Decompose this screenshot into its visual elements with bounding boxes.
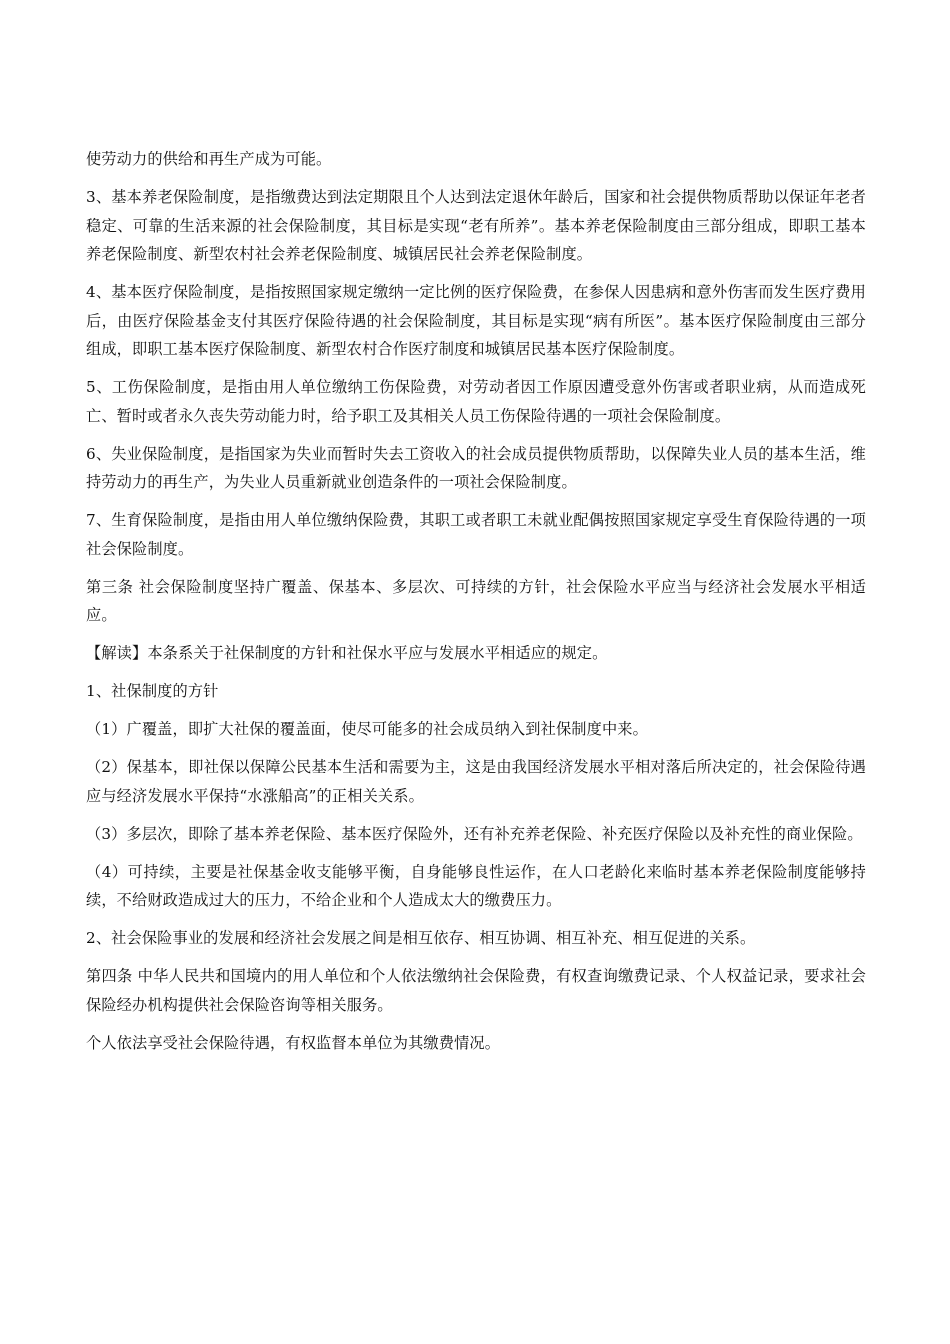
list-item-wide-coverage: （1）广覆盖，即扩大社保的覆盖面，使尽可能多的社会成员纳入到社保制度中来。: [86, 720, 648, 738]
article-three: 第三条 社会保险制度坚持广覆盖、保基本、多层次、可持续的方针，社会保险水平应当与经济社会发展水平相适应。: [86, 577, 866, 624]
paragraph-individual-rights: 个人依法享受社会保险待遇，有权监督本单位为其缴费情况。: [86, 1033, 501, 1052]
list-item-basic-guarantee: （2）保基本，即社保以保障公民基本生活和需要为主，这是由我国经济发展水平相对落后所决定的，社会保险待遇应与经济发展水平保持“水涨船高”的正相关关系。: [86, 758, 866, 805]
list-item-multi-level: （3）多层次，即除了基本养老保险、基本医疗保险外，还有补充养老保险、补充医疗保险以及补充性的商业保险。: [86, 824, 863, 843]
section-policy: 1、社保制度的方针: [86, 682, 219, 700]
paragraph: 使劳动力的供给和再生产成为可能。: [86, 150, 332, 168]
paragraph-pension-insurance: 3、基本养老保险制度，是指缴费达到法定期限且个人达到法定退休年龄后，国家和社会提供物质帮助以保证年老者稳定、可靠的生活来源的社会保险制度，其目标是实现“老有所养”。基本养老保险制度由三部分组成，即职工基本养老保险制度、新型农村社会养老保险制度、城镇居民社会养老保险制度。: [86, 188, 866, 263]
section-relationship: 2、社会保险事业的发展和经济社会发展之间是相互依存、相互协调、相互补充、相互促进的关系。: [86, 929, 756, 947]
document-page: [86, 145, 866, 1067]
paragraph-medical-insurance: 4、基本医疗保险制度，是指按照国家规定缴纳一定比例的医疗保险费，在参保人因患病和意外伤害而发生医疗费用后，由医疗保险基金支付其医疗保险待遇的社会保险制度，其目标是实现“病有所医”。基本医疗保险制度由三部分组成，即职工基本医疗保险制度、新型农村合作医疗制度和城镇居民基本医疗保险制度。: [86, 283, 866, 358]
paragraph-maternity-insurance: 7、生育保险制度，是指由用人单位缴纳保险费，其职工或者职工未就业配偶按照国家规定享受生育保险待遇的一项社会保险制度。: [86, 511, 866, 558]
article-four: 第四条 中华人民共和国境内的用人单位和个人依法缴纳社会保险费，有权查询缴费记录、个人权益记录，要求社会保险经办机构提供社会保险咨询等相关服务。: [86, 967, 866, 1014]
interpretation-heading: 【解读】本条系关于社保制度的方针和社保水平应与发展水平相适应的规定。: [86, 644, 608, 662]
paragraph-injury-insurance: 5、工伤保险制度，是指由用人单位缴纳工伤保险费，对劳动者因工作原因遭受意外伤害或者职业病，从而造成死亡、暂时或者永久丧失劳动能力时，给予职工及其相关人员工伤保险待遇的一项社会保险制度。: [86, 378, 866, 425]
list-item-sustainable: （4）可持续，主要是社保基金收支能够平衡，自身能够良性运作，在人口老龄化来临时基本养老保险制度能够持续，不给财政造成过大的压力，不给企业和个人造成太大的缴费压力。: [86, 862, 866, 909]
paragraph-unemployment-insurance: 6、失业保险制度，是指国家为失业而暂时失去工资收入的社会成员提供物质帮助，以保障失业人员的基本生活，维持劳动力的再生产，为失业人员重新就业创造条件的一项社会保险制度。: [86, 444, 866, 491]
